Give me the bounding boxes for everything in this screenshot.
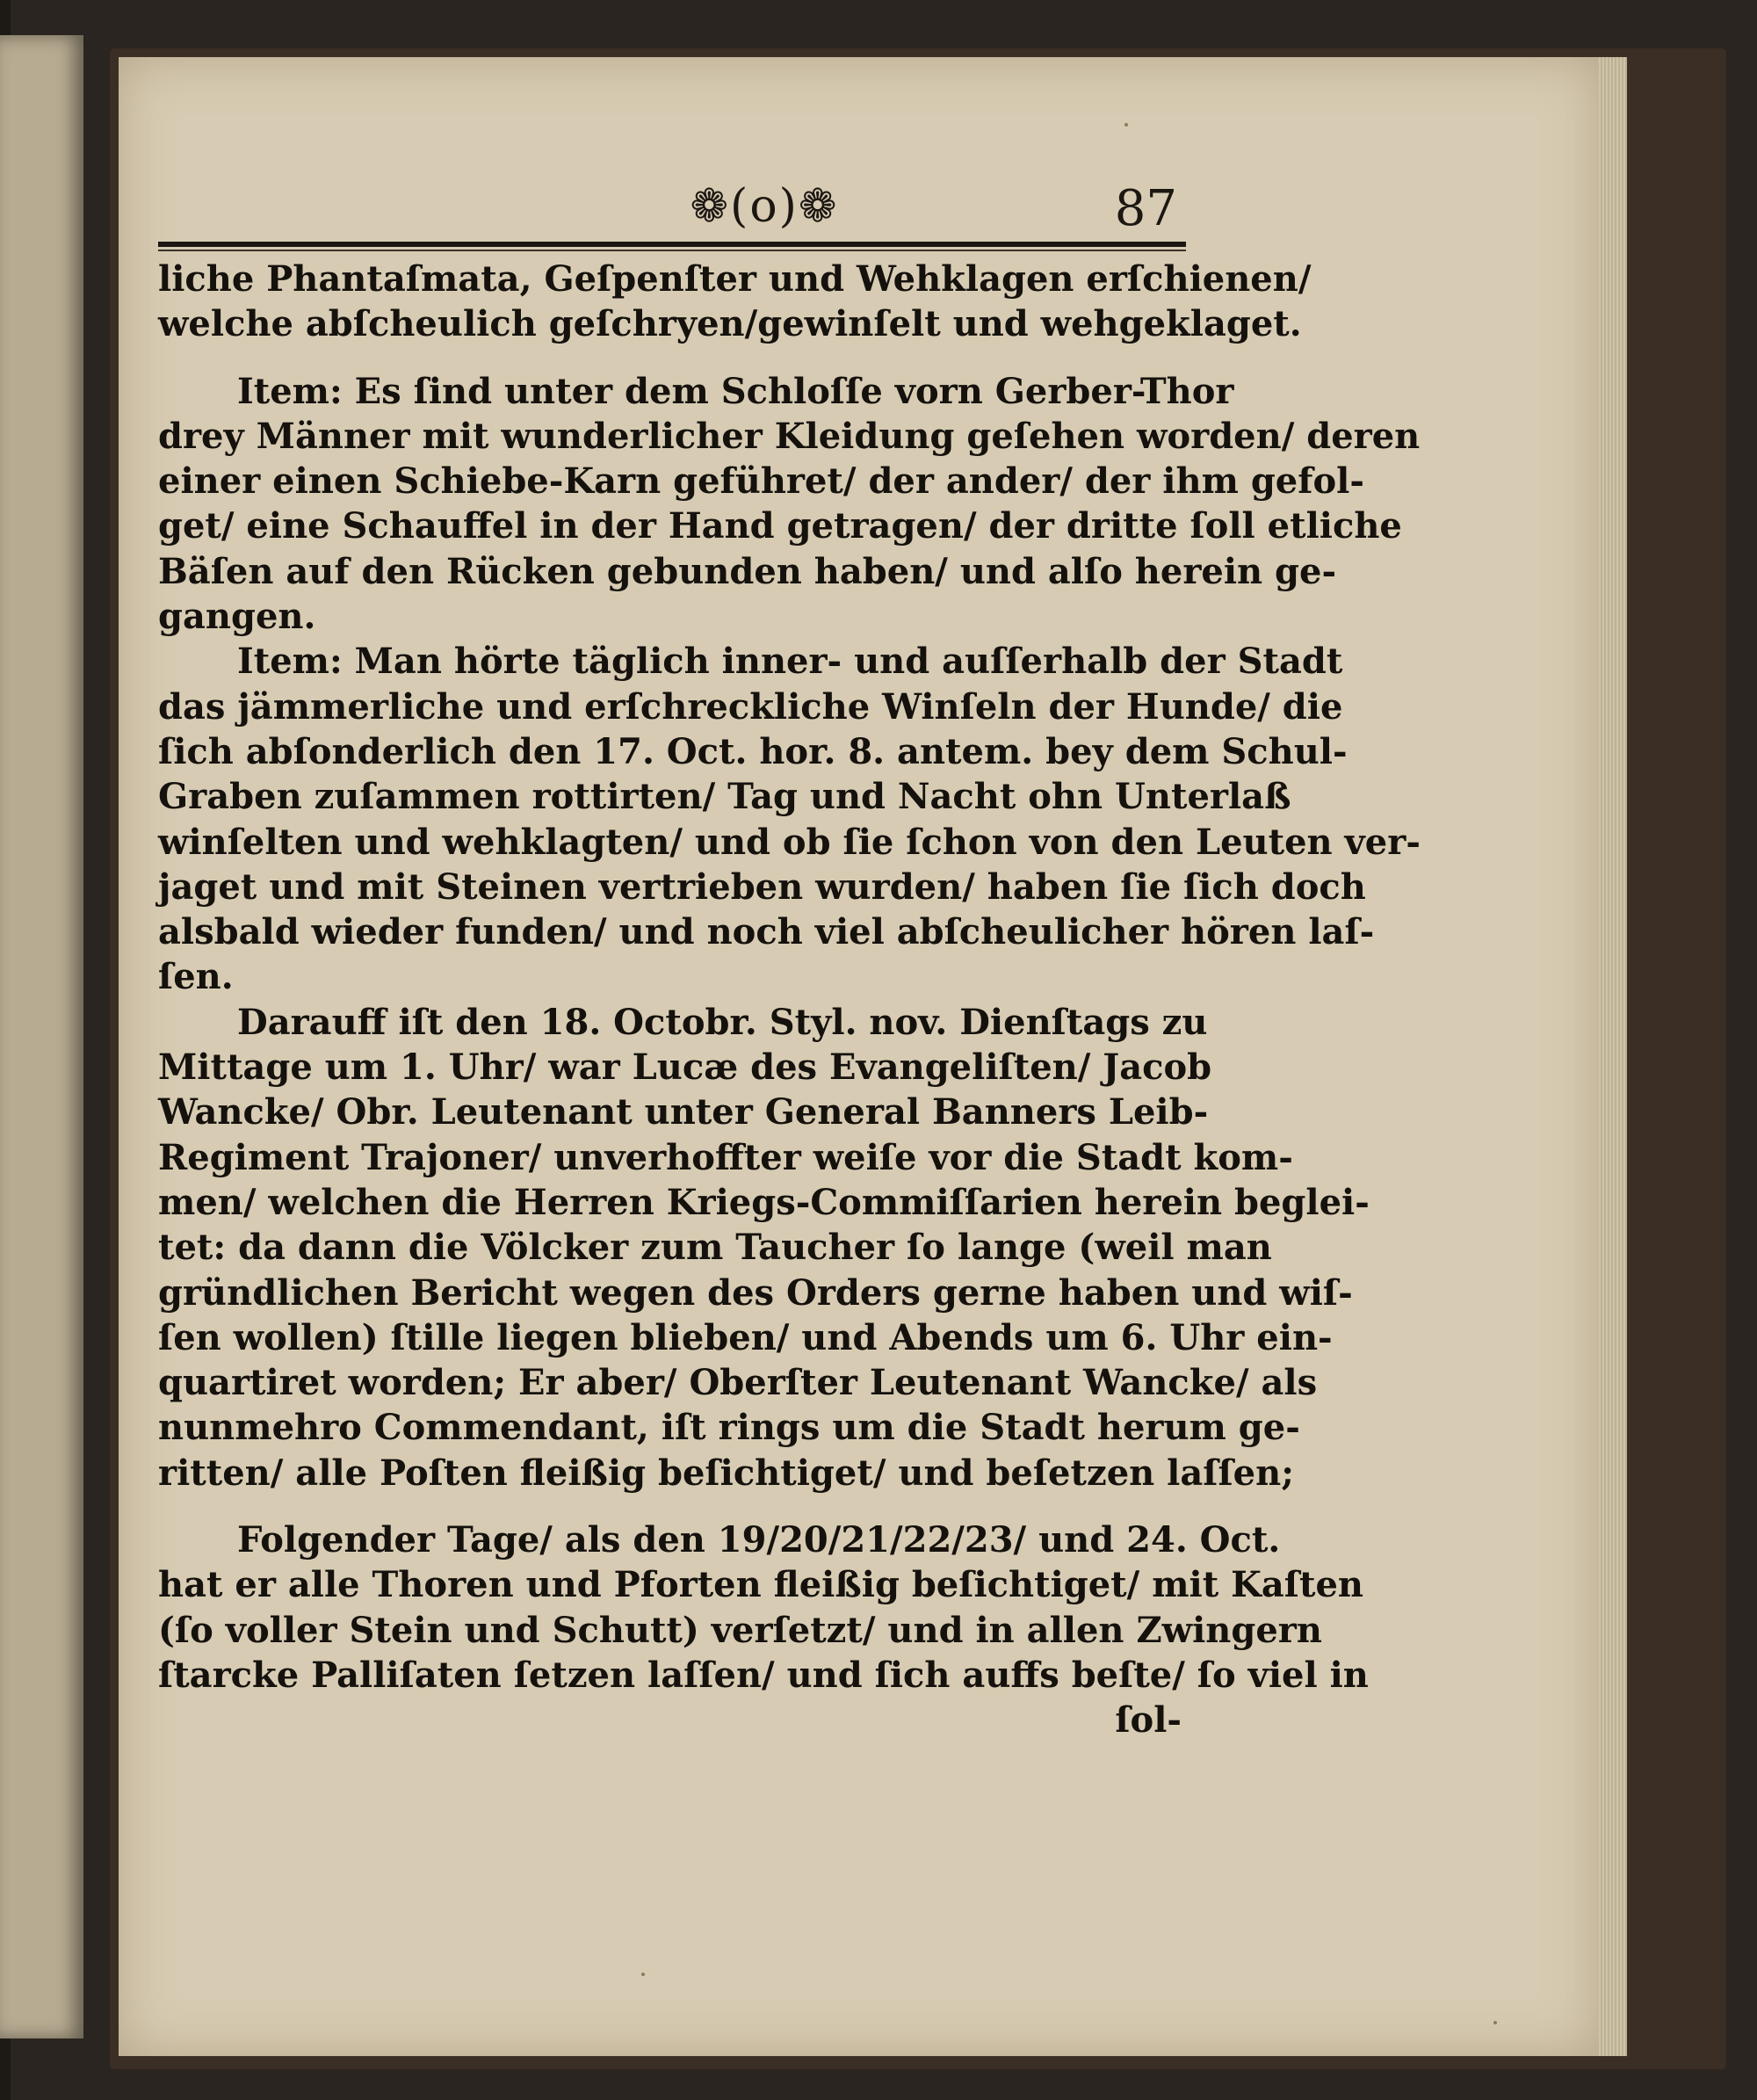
text-line: tet: da dann die Völcker zum Taucher ſo lange (weil man — [158, 1227, 1272, 1269]
header-rule-thin — [158, 250, 1186, 251]
text-line: ſen. — [158, 956, 234, 998]
header-ornament: ❁(o)❁ — [690, 180, 839, 233]
text-line: winſelten und wehklagten/ und ob ſie ſchon von den Leuten ver- — [158, 821, 1421, 863]
text-line: ſtarcke Palliſaten ſetzen laſſen/ und ſich auffs beſte/ ſo viel in — [158, 1654, 1369, 1696]
text-line: quartiret worden; Er aber/ Oberſter Leutenant Wancke/ als — [158, 1362, 1318, 1404]
text-line: get/ eine Schauffel in der Hand getragen/ der dritte ſoll etliche — [158, 505, 1402, 547]
text-line: gründlichen Bericht wegen des Orders gerne haben und wiſ- — [158, 1271, 1353, 1314]
text-line: ſich abſonderlich den 17. Oct. hor. 8. antem. bey dem Schul- — [158, 730, 1348, 772]
page-number: 87 — [1114, 180, 1177, 237]
text-line: welche abſcheulich geſchryen/gewinſelt und wehgeklaget. — [158, 303, 1302, 345]
body-text — [158, 257, 1421, 1743]
text-line: Item: Es ſind unter dem Schloſſe vorn Gerber-Thor — [237, 370, 1234, 412]
text-line: hat er alle Thoren und Pforten fleißig beſichtiget/ mit Kaſten — [158, 1564, 1364, 1606]
text-line: alsbald wieder funden/ und noch viel abſcheulicher hören laſ- — [158, 911, 1375, 953]
facing-page-edge — [0, 35, 83, 2038]
text-line: nunmehro Commendant, iſt rings um die Stadt herum ge- — [158, 1407, 1300, 1449]
page-stack-edge — [1599, 57, 1627, 2056]
text-line: (ſo voller Stein und Schutt) verſetzt/ und in allen Zwingern — [158, 1609, 1322, 1651]
paragraph-4 — [158, 1000, 1370, 1495]
text-line: das jämmerliche und erſchreckliche Winſeln der Hunde/ die — [158, 685, 1343, 728]
running-header — [158, 180, 1186, 242]
text-line: drey Männer mit wunderlicher Kleidung geſehen worden/ deren — [158, 415, 1421, 457]
paragraph-5 — [158, 1517, 1369, 1698]
paragraph-1 — [158, 257, 1312, 347]
text-line: liche Phantaſmata, Geſpenſter und Wehklagen erſchienen/ — [158, 258, 1312, 300]
paragraph-3 — [158, 639, 1421, 999]
header-rule — [158, 242, 1186, 247]
text-line: men/ welchen die Herren Kriegs-Commiſſarien herein beglei- — [158, 1181, 1370, 1223]
text-line: ritten/ alle Poſten fleißig beſichtiget/ und beſetzen laſſen; — [158, 1452, 1294, 1494]
paper-speck — [1124, 123, 1128, 127]
text-line: Mittage um 1. Uhr/ war Lucæ des Evangeliſten/ Jacob — [158, 1046, 1212, 1089]
text-line: Wancke/ Obr. Leutenant unter General Banners Leib- — [158, 1091, 1209, 1133]
text-line: Item: Man hörte täglich inner- und auſſerhalb der Stadt — [237, 641, 1343, 683]
catchword: ſol- — [1115, 1699, 1182, 1742]
text-line: einer einen Schiebe-Karn geführet/ der ander/ der ihm gefol- — [158, 460, 1364, 503]
text-line: Regiment Trajoner/ unverhoffter weiſe vor die Stadt kom- — [158, 1136, 1293, 1178]
paper-speck — [1493, 2021, 1497, 2024]
text-line: ſen wollen) ſtille liegen blieben/ und Abends um 6. Uhr ein- — [158, 1316, 1333, 1358]
text-line: Bäſen auf den Rücken gebunden haben/ und alſo herein ge- — [158, 550, 1337, 592]
text-line: Darauff iſt den 18. Octobr. Styl. nov. Dienſtags zu — [237, 1001, 1208, 1043]
paragraph-2 — [158, 369, 1421, 640]
text-line: Folgender Tage/ als den 19/20/21/22/23/ und 24. Oct. — [237, 1519, 1281, 1561]
text-line: gangen. — [158, 596, 316, 638]
paper-speck — [641, 1973, 645, 1976]
text-line: jaget und mit Steinen vertrieben wurden/ haben ſie ſich doch — [158, 865, 1366, 908]
text-line: Graben zuſammen rottirten/ Tag und Nacht ohn Unterlaß — [158, 776, 1291, 818]
